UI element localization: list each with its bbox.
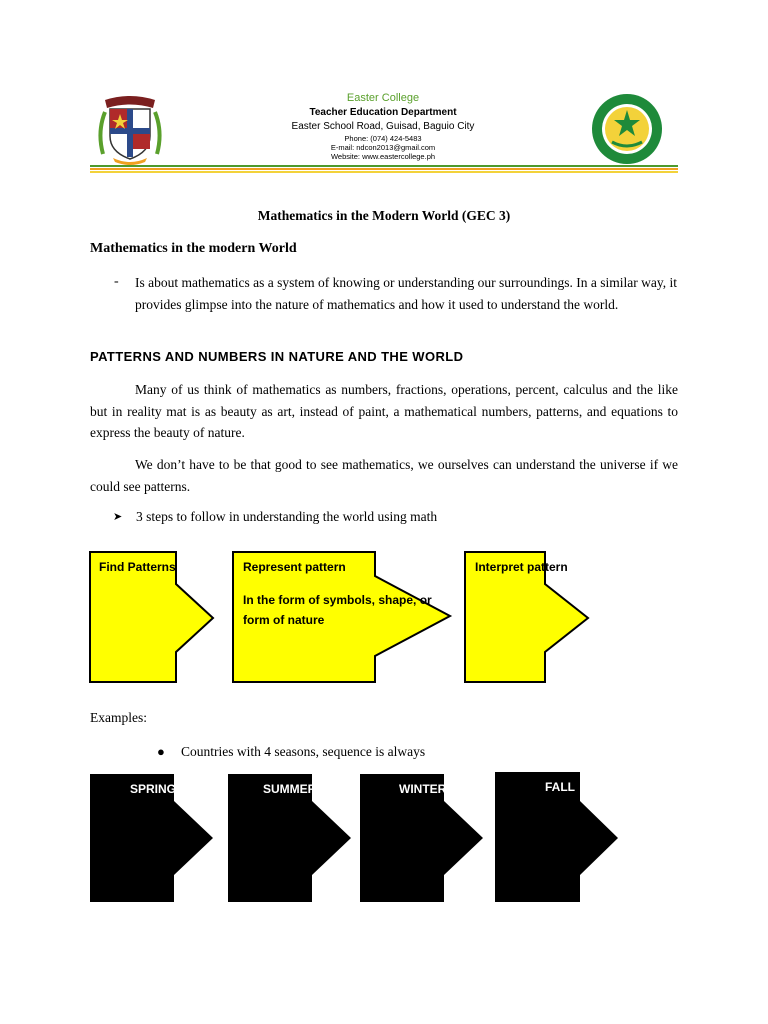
seasons-intro-text: Countries with 4 seasons, sequence is always bbox=[181, 744, 426, 759]
letterhead-rule-yellow bbox=[90, 171, 678, 173]
college-address: Easter School Road, Guisad, Baguio City bbox=[291, 121, 475, 132]
letterhead-rule-orange bbox=[90, 168, 678, 170]
easter-college-crest-icon bbox=[93, 92, 167, 166]
dash-bullet: - bbox=[114, 274, 119, 289]
department-name: Teacher Education Department bbox=[309, 107, 457, 118]
section-heading-modern-world: Mathematics in the modern World bbox=[90, 241, 297, 256]
season-label-winter: WINTER bbox=[399, 782, 447, 796]
step-label-find-patterns: Find Patterns bbox=[99, 560, 176, 574]
section-heading-patterns: PATTERNS AND NUMBERS IN NATURE AND THE WORLD bbox=[90, 349, 464, 364]
document-title: Mathematics in the Modern World (GEC 3) bbox=[257, 208, 511, 223]
step-description-line2: form of nature bbox=[243, 613, 325, 627]
season-label-fall: FALL bbox=[545, 780, 575, 794]
step-description-line1: In the form of symbols, shape, or bbox=[243, 593, 432, 607]
college-email: E-mail: ndcon2013@gmail.com bbox=[330, 143, 436, 152]
paragraph-see-patterns: We don’t have to be that good to see mathematics, we ourselves can understand the universe if we could see patterns. bbox=[90, 457, 678, 494]
college-name: Easter College bbox=[346, 92, 420, 104]
season-label-spring: SPRING bbox=[130, 782, 177, 796]
department-seal-icon bbox=[590, 92, 664, 166]
college-phone: Phone: (074) 424-5483 bbox=[344, 134, 422, 143]
season-label-summer: SUMMER bbox=[263, 782, 317, 796]
college-website: Website: www.eastercollege.ph bbox=[330, 152, 436, 161]
step-label-represent-pattern: Represent pattern bbox=[243, 560, 346, 574]
arrow-bullet-icon: ➤ bbox=[113, 511, 123, 523]
paragraph-beauty-of-math: Many of us think of mathematics as numbers, fractions, operations, percent, calculus and the like but in reality mat is as beauty as art, instead of paint, a mathematical numbers, patterns, and equations to express the beauty of nature. bbox=[90, 382, 678, 440]
examples-label: Examples: bbox=[90, 710, 147, 725]
letterhead-rule-green bbox=[90, 165, 678, 167]
steps-intro-text: 3 steps to follow in understanding the world using math bbox=[136, 509, 438, 524]
section-definition-text: Is about mathematics as a system of knowing or understanding our surroundings. In a similar way, it provides glimpse into the nature of mathematics and how it used to understand the world. bbox=[135, 275, 678, 312]
dot-bullet-icon: ● bbox=[157, 744, 165, 759]
step-label-interpret-pattern: Interpret pattern bbox=[475, 560, 568, 574]
